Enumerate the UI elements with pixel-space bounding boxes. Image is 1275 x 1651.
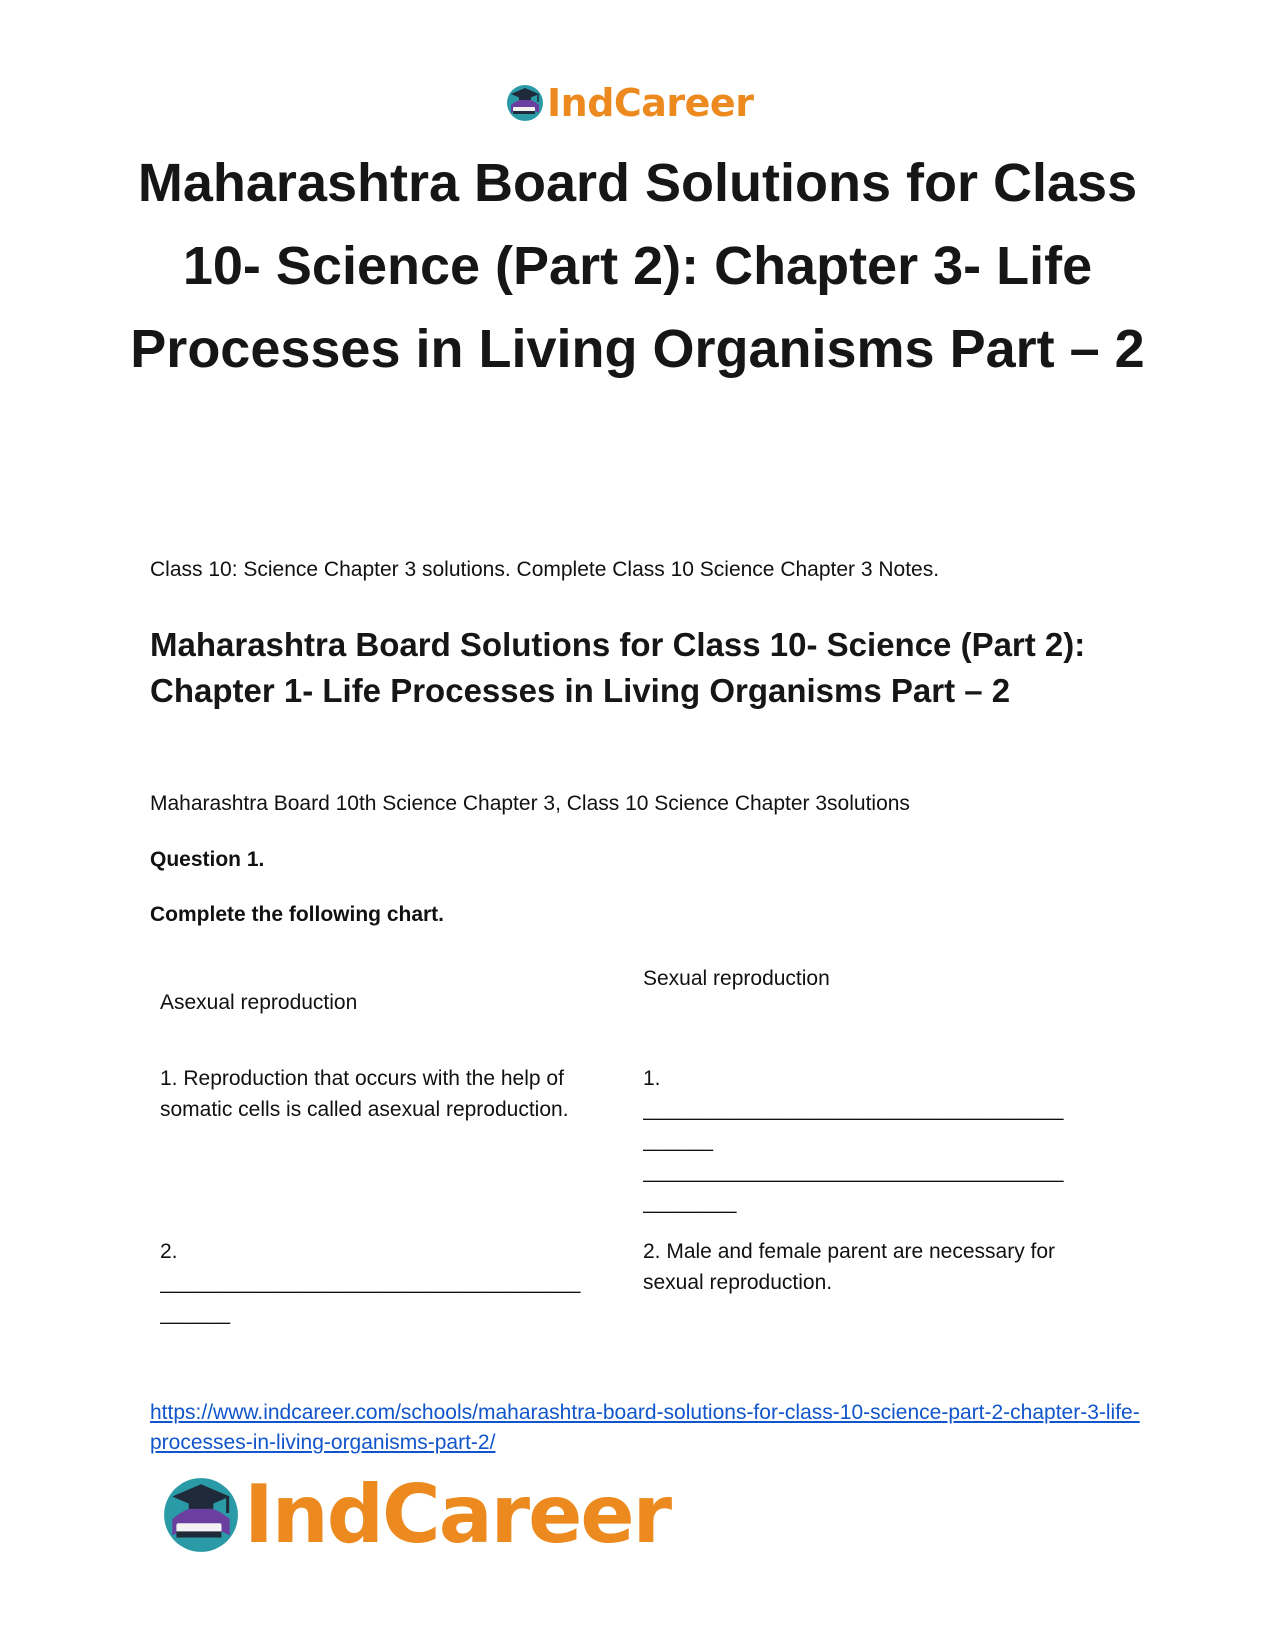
source-url-link[interactable]: https://www.indcareer.com/schools/maharashtra-board-solutions-for-class-10-science-part-2-chapter-3-life-processes-in-living-organisms-part-2/ (150, 1401, 1140, 1454)
graduation-book-globe-icon (160, 1474, 242, 1556)
graduation-book-globe-icon (505, 83, 545, 123)
intro-text: Class 10: Science Chapter 3 solutions. Complete Class 10 Science Chapter 3 Notes. (150, 558, 940, 581)
document-title: Maharashtra Board Solutions for Class 10- Science (Part 2): Chapter 3- Life Processes in Living Organisms Part – 2 (130, 153, 1145, 379)
brand-wordmark: IndCareer (547, 81, 754, 125)
fill-in-blank: ______ (643, 1129, 714, 1152)
section-heading: Maharashtra Board Solutions for Class 10- Science (Part 2): Chapter 1- Life Processes in Living Organisms Part – 2 (150, 626, 1086, 709)
question-label: Question 1. (150, 848, 265, 871)
subtitle-text: Maharashtra Board 10th Science Chapter 3, Class 10 Science Chapter 3solutions (150, 792, 910, 815)
chart-header-asexual: Asexual reproduction (160, 991, 358, 1014)
row-1-number: 1. (643, 1067, 661, 1090)
chart-row-2-sexual: 2. Male and female parent are necessary for sexual reproduction. (643, 1240, 1056, 1294)
chart-header-sexual: Sexual reproduction (643, 967, 830, 990)
fill-in-blank: ____________________________________ (643, 1160, 1064, 1183)
row-2-number: 2. (160, 1240, 178, 1263)
chart-row-2-asexual (160, 1236, 625, 1329)
fill-in-blank: ____________________________________ (643, 1098, 1064, 1121)
chart-row-1-sexual (643, 1063, 1113, 1218)
brand-wordmark: IndCareer (244, 1468, 671, 1561)
fill-in-blank: ____________________________________ (160, 1271, 581, 1294)
top-logo (505, 80, 753, 126)
bottom-logo (160, 1470, 670, 1560)
question-instruction: Complete the following chart. (150, 903, 445, 926)
chart-row-1-asexual: 1. Reproduction that occurs with the help of somatic cells is called asexual reproduction. (160, 1067, 569, 1121)
fill-in-blank: ______ (160, 1302, 231, 1325)
fill-in-blank: ________ (643, 1191, 737, 1214)
